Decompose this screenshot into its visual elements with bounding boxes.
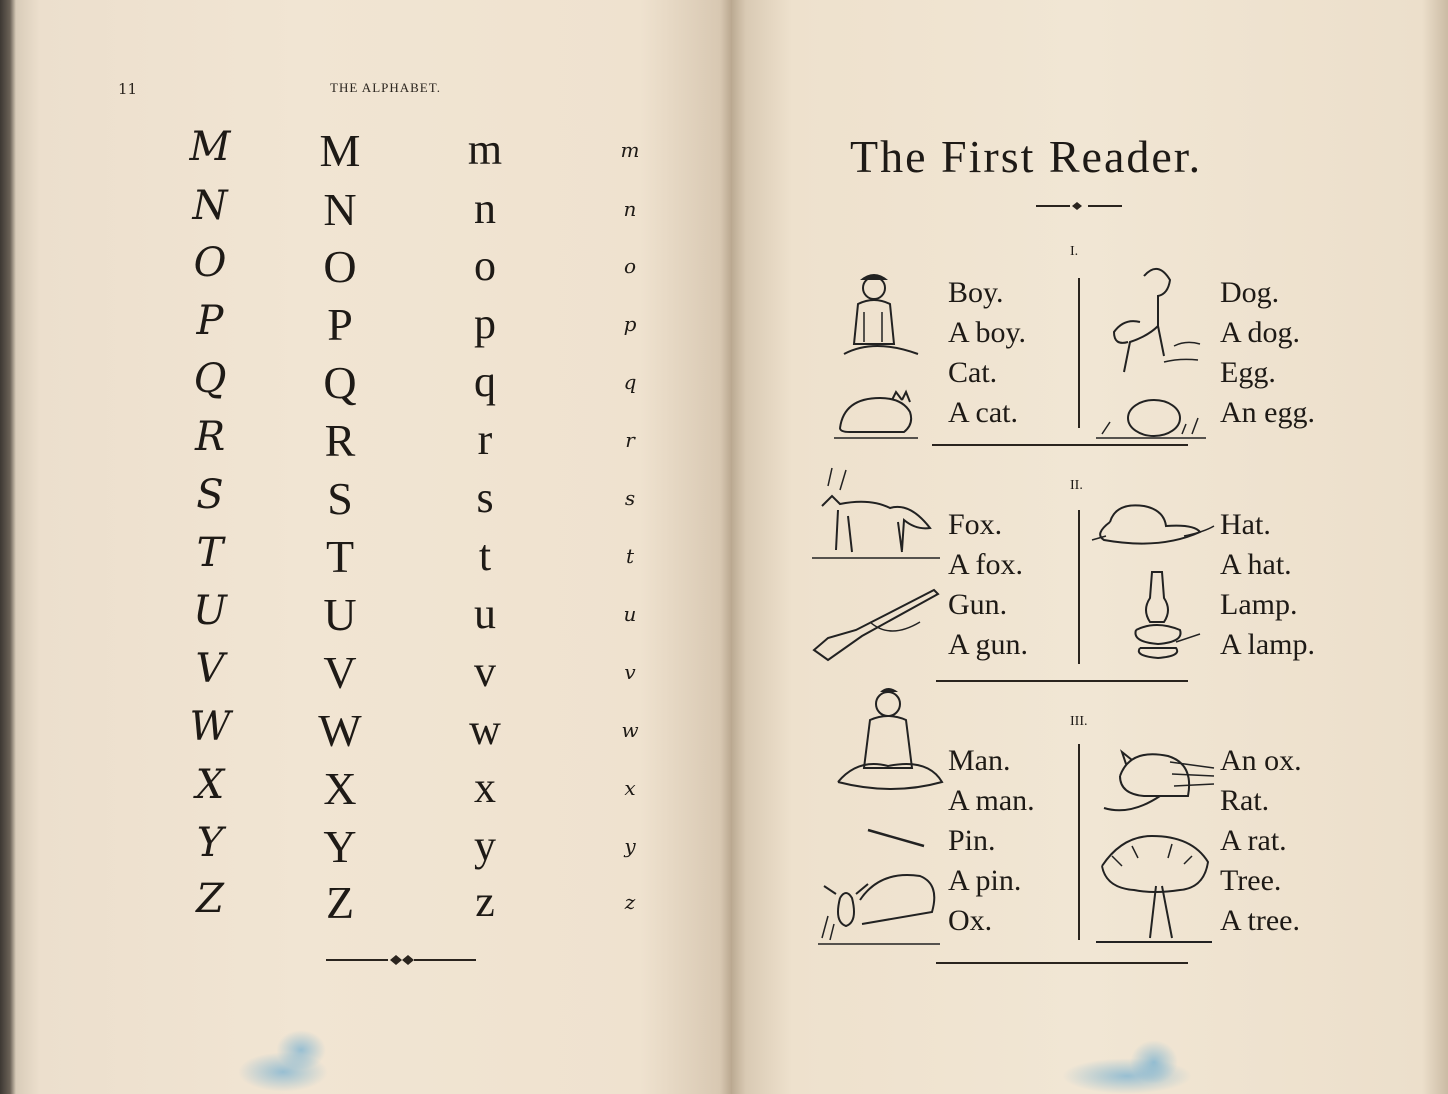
fox-illustration	[808, 466, 944, 566]
script-lowercase: s	[624, 486, 636, 510]
alphabet-row	[150, 762, 710, 820]
script-capital: P	[196, 298, 224, 344]
alphabet-row	[150, 414, 710, 472]
water-stain	[1130, 1040, 1178, 1084]
title-ornament	[1036, 198, 1122, 214]
boy-illustration	[836, 268, 922, 364]
page-title: The First Reader.	[850, 131, 1203, 182]
roman-capital: M	[319, 125, 361, 176]
roman-capital: N	[323, 184, 357, 235]
roman-capital: Q	[323, 357, 357, 408]
alphabet-row	[150, 183, 710, 241]
section-rule	[936, 962, 1188, 964]
roman-lowercase: t	[478, 531, 492, 580]
word: A hat.	[1220, 548, 1292, 581]
word: Rat.	[1220, 784, 1270, 817]
page-number: 11	[118, 80, 138, 98]
roman-capital: X	[323, 763, 357, 814]
roman-lowercase: v	[474, 647, 496, 696]
script-lowercase: u	[623, 602, 637, 626]
word: A tree.	[1220, 904, 1300, 937]
roman-capital: U	[323, 589, 357, 640]
script-capital: W	[189, 704, 231, 750]
script-capital: Q	[193, 356, 227, 402]
script-lowercase: t	[625, 544, 635, 568]
word: A cat.	[948, 396, 1018, 429]
script-lowercase: v	[624, 660, 636, 684]
script-lowercase: y	[624, 834, 636, 858]
word: A man.	[948, 784, 1035, 817]
alphabet-row	[150, 124, 710, 182]
script-capital: X	[195, 762, 225, 808]
roman-capital: P	[327, 299, 353, 350]
word: Egg.	[1220, 356, 1276, 389]
alphabet-row	[150, 298, 710, 356]
script-capital: R	[194, 414, 226, 460]
rat-illustration	[1100, 740, 1218, 826]
alphabet-row	[150, 240, 710, 298]
roman-capital: T	[325, 531, 355, 582]
roman-lowercase: z	[475, 877, 495, 926]
roman-capital: S	[327, 473, 353, 524]
script-lowercase: o	[623, 254, 637, 278]
roman-lowercase: m	[467, 125, 503, 174]
pin-illustration	[866, 826, 928, 850]
dog-illustration	[1104, 262, 1204, 380]
word: An egg.	[1220, 396, 1315, 429]
script-capital: Z	[196, 876, 224, 922]
word: A rat.	[1220, 824, 1287, 857]
alphabet-row	[150, 646, 710, 704]
section-numeral: III.	[1070, 714, 1088, 729]
word: An ox.	[1220, 744, 1302, 777]
roman-lowercase: x	[474, 763, 496, 812]
roman-lowercase: n	[474, 184, 496, 233]
script-lowercase: n	[623, 197, 637, 221]
word: A dog.	[1220, 316, 1301, 349]
tail-ornament	[326, 950, 476, 970]
word: Hat.	[1220, 508, 1271, 541]
roman-capital: O	[323, 241, 357, 292]
alphabet-row	[150, 820, 710, 878]
lamp-illustration	[1116, 568, 1202, 668]
roman-capital: W	[318, 705, 362, 756]
roman-capital: Y	[323, 821, 357, 872]
script-capital: V	[195, 646, 225, 692]
script-lowercase: w	[621, 718, 639, 742]
word: Gun.	[948, 588, 1008, 621]
word: A fox.	[948, 548, 1023, 581]
roman-lowercase: r	[477, 415, 493, 464]
script-capital: N	[192, 183, 228, 229]
hat-illustration	[1088, 494, 1218, 554]
script-capital: O	[193, 240, 227, 286]
script-capital: Y	[196, 820, 224, 866]
roman-capital: V	[323, 647, 357, 698]
section-rule	[936, 680, 1188, 682]
word: A pin.	[948, 864, 1022, 897]
tree-illustration	[1092, 826, 1216, 950]
script-lowercase: z	[624, 890, 636, 914]
word: A lamp.	[1220, 628, 1315, 661]
section-numeral: II.	[1070, 478, 1083, 493]
ox-illustration	[816, 864, 944, 950]
word: Cat.	[948, 356, 998, 389]
water-stain	[276, 1030, 326, 1070]
script-capital: M	[189, 124, 231, 170]
alphabet-row	[150, 588, 710, 646]
gun-illustration	[810, 588, 940, 664]
script-lowercase: x	[624, 776, 636, 800]
roman-lowercase: q	[474, 357, 496, 406]
roman-lowercase: y	[474, 821, 496, 870]
script-capital: T	[196, 530, 224, 576]
roman-lowercase: s	[476, 473, 494, 522]
word: A boy.	[948, 316, 1027, 349]
man-illustration	[830, 686, 946, 802]
column-divider	[1078, 278, 1080, 428]
word: Dog.	[1220, 276, 1280, 309]
alphabet-row	[150, 356, 710, 414]
running-head: THE ALPHABET.	[330, 80, 441, 95]
script-lowercase: m	[620, 138, 640, 162]
roman-lowercase: p	[474, 299, 496, 348]
word: A gun.	[948, 628, 1029, 661]
script-lowercase: p	[623, 312, 637, 336]
roman-lowercase: w	[469, 705, 501, 754]
script-lowercase: q	[623, 370, 637, 394]
word: Boy.	[948, 276, 1004, 309]
cat-illustration	[830, 384, 922, 444]
alphabet-row	[150, 472, 710, 530]
script-lowercase: r	[625, 428, 635, 452]
word: Pin.	[948, 824, 996, 857]
word: Tree.	[1220, 864, 1282, 897]
column-divider	[1078, 744, 1080, 940]
word: Ox.	[948, 904, 993, 937]
word: Fox.	[948, 508, 1003, 541]
script-capital: S	[196, 472, 224, 518]
alphabet-row	[150, 704, 710, 762]
section-numeral: I.	[1070, 244, 1079, 259]
right-page	[732, 0, 1448, 1094]
word: Lamp.	[1220, 588, 1298, 621]
column-divider	[1078, 510, 1080, 664]
word: Man.	[948, 744, 1011, 777]
script-capital: U	[193, 588, 227, 634]
egg-illustration	[1092, 388, 1210, 444]
roman-capital: R	[324, 415, 356, 466]
alphabet-row	[150, 876, 710, 934]
roman-capital: Z	[325, 877, 355, 928]
section-rule	[932, 444, 1188, 446]
roman-lowercase: o	[474, 241, 496, 290]
alphabet-row	[150, 530, 710, 588]
roman-lowercase: u	[474, 589, 496, 638]
